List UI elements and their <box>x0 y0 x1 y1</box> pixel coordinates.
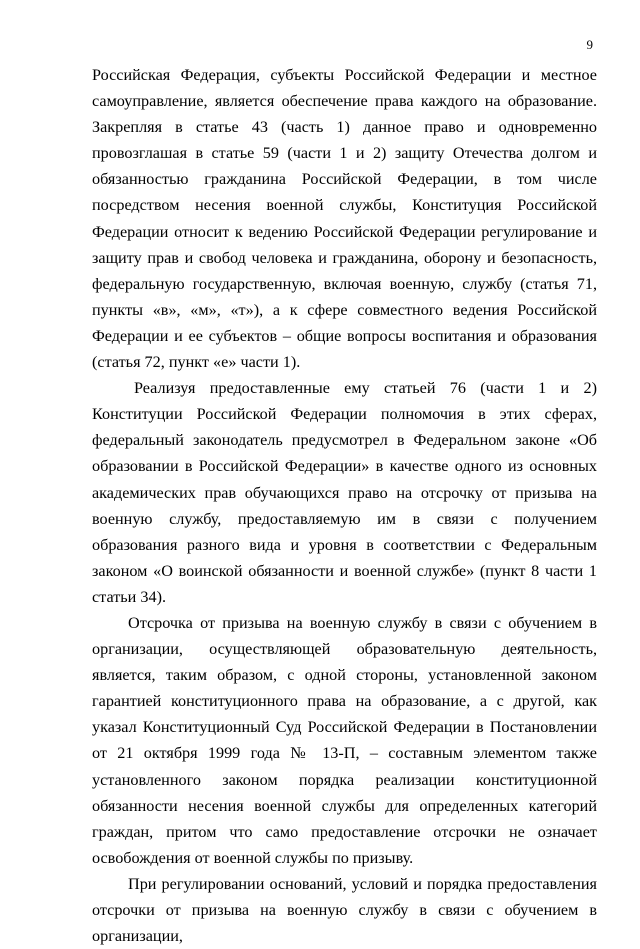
document-body <box>92 62 597 949</box>
page-number: 9 <box>586 37 593 52</box>
paragraph-4: При регулировании оснований, условий и порядка предоставления отсрочки от призыва на военную службу в связи с обучением в организации, <box>92 874 597 946</box>
paragraph-1: Российская Федерация, субъекты Российской Федерации и местное самоуправление, является обеспечение права каждого на образование. Закрепляя в статье 43 (часть 1) данное право и одновременно провозглашая в статье 59 (части 1 и 2) защиту Отечества долгом и обязанностью гражданина Российской Федерации, в том числе посредством несения военной службы, Конституция Российской Федерации относит к ведению Российской Федерации регулирование и защиту прав и свобод человека и гражданина, оборону и безопасность, федеральную государственную, включая военную, службу (статья 71, пункты «в», «м», «т»), а к сфере совместного ведения Российской Федерации и ее субъектов – общие вопросы воспитания и образования (статья 72, пункт «е» части 1). <box>92 66 597 372</box>
paragraph-3: Отсрочка от призыва на военную службу в связи с обучением в организации, осуществляющей образовательную деятельность, является, таким образом, с одной стороны, установленной законом гарантией конституционного права на образование, а с другой, как указал Конституционный Суд Российской Федерации в Постановлении от 21 октября 1999 года № 13-П, – составным элементом также установленного законом порядка реализации конституционной обязанности несения военной службы для определенных категорий граждан, притом что само предоставление отсрочки не означает освобождения от военной службы по призыву. <box>92 613 597 867</box>
paragraph-2: Реализуя предоставленные ему статьей 76 (части 1 и 2) Конституции Российской Федерации полномочия в этих сферах, федеральный законодатель предусмотрел в Федеральном законе «Об образовании в Российской Федерации» в качестве одного из основных академических прав обучающихся право на отсрочку от призыва на военную службу, предоставляемую им в связи с получением образования разного вида и уровня в соответствии с Федеральным законом «О воинской обязанности и военной службе» (пункт 8 части 1 статьи 34). <box>92 379 597 606</box>
